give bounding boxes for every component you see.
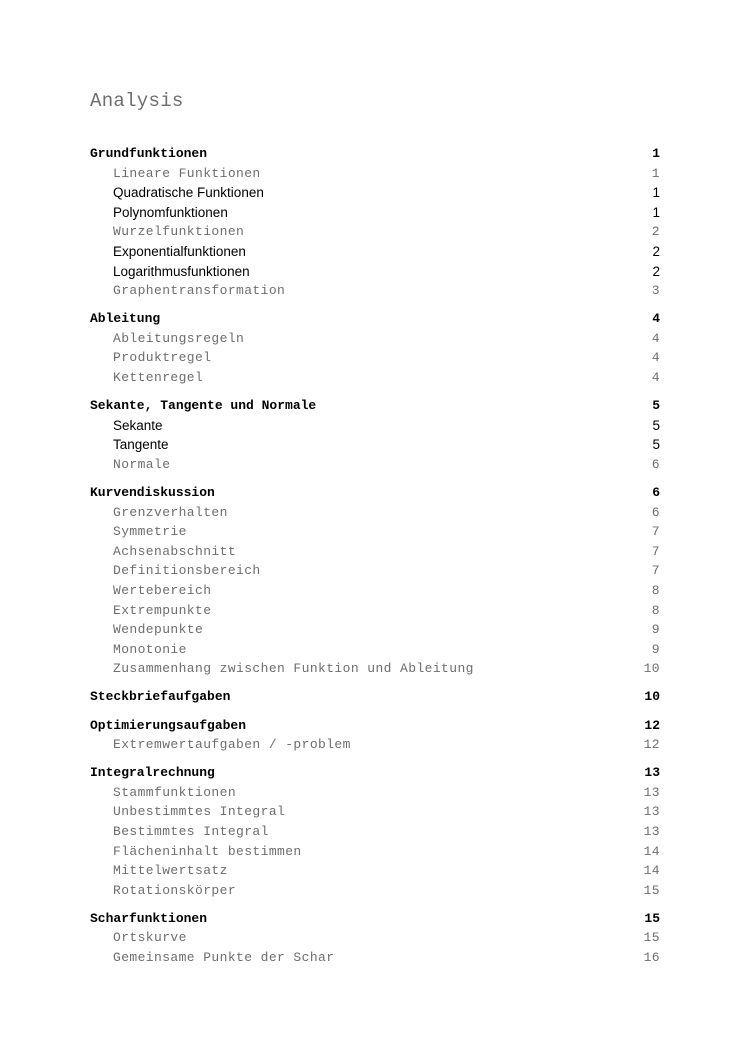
toc-subentry-label: Polynomfunktionen: [113, 204, 228, 220]
toc-subentry[interactable]: [90, 581, 660, 601]
toc-page-number: 13: [643, 824, 660, 839]
toc-page-number: 7: [651, 563, 660, 579]
toc-entry-label: Integralrechnung: [90, 765, 215, 781]
toc-subentry-label: Produktregel: [113, 350, 212, 366]
toc-page-number: 1: [652, 204, 660, 220]
toc-subentry[interactable]: [90, 659, 660, 679]
toc-subentry-label: Tangente: [113, 437, 169, 453]
toc-subentry-label: Stammfunktionen: [113, 784, 237, 800]
toc-subentry[interactable]: [90, 948, 660, 968]
toc-page-number: 5: [652, 437, 660, 453]
toc-page-number: 10: [644, 689, 660, 705]
toc-subentry[interactable]: [90, 435, 660, 455]
toc-subentry-label: Exponentialfunktionen: [113, 243, 246, 259]
toc-subentry-label: Wurzelfunktionen: [113, 224, 245, 240]
toc-subentry-label: Gemeinsame Punkte der Schar: [113, 950, 335, 966]
toc-subentry-label: Rotationskörper: [113, 882, 237, 898]
document-title: Analysis: [90, 90, 184, 112]
toc-page-number: 16: [643, 950, 660, 966]
toc-page-number: 8: [651, 602, 660, 618]
toc-subentry[interactable]: [90, 222, 660, 242]
toc-entry[interactable]: [90, 763, 660, 783]
toc-page-number: 14: [643, 843, 660, 859]
toc-entry[interactable]: [90, 309, 660, 329]
toc-entry[interactable]: [90, 144, 660, 164]
toc-entry-label: Optimierungsaufgaben: [90, 717, 247, 733]
toc-entry[interactable]: [90, 687, 660, 707]
toc-page-number: 15: [643, 882, 660, 898]
toc-subentry-label: Zusammenhang zwischen Funktion und Ableitung: [113, 661, 474, 677]
toc-subentry[interactable]: [90, 842, 660, 862]
toc-subentry-label: Bestimmtes Integral: [113, 824, 269, 839]
toc-entry-label: Kurvendiskussion: [90, 485, 215, 500]
toc-subentry-label: Mittelwertsatz: [113, 863, 228, 879]
toc-page-number: 1: [651, 165, 660, 181]
toc-page-number: 10: [643, 661, 660, 677]
toc-page-number: 9: [651, 622, 660, 638]
toc-subentry[interactable]: [90, 620, 660, 640]
toc-entry[interactable]: [90, 716, 660, 736]
toc-page-number: 4: [652, 311, 660, 327]
toc-subentry-label: Unbestimmtes Integral: [113, 804, 286, 820]
toc-subentry-label: Sekante: [113, 417, 163, 433]
toc-subentry[interactable]: [90, 281, 660, 301]
toc-subentry-label: Quadratische Funktionen: [113, 185, 264, 201]
toc-section-integralrechnung: [90, 763, 660, 900]
toc-subentry-label: Kettenregel: [113, 370, 204, 386]
toc-subentry-label: Monotonie: [113, 641, 187, 657]
toc-subentry-label: Graphentransformation: [113, 283, 286, 299]
toc-page-number: 5: [652, 398, 660, 414]
toc-page-number: 6: [652, 485, 660, 500]
toc-entry-label: Scharfunktionen: [90, 910, 208, 926]
toc-entry-label: Ableitung: [90, 311, 161, 327]
toc-subentry[interactable]: [90, 242, 660, 262]
toc-subentry[interactable]: [90, 601, 660, 621]
toc-subentry[interactable]: [90, 455, 660, 475]
toc-page-number: 8: [651, 582, 660, 598]
toc-subentry[interactable]: [90, 802, 660, 822]
toc-page-number: 4: [651, 330, 660, 346]
toc-entry[interactable]: [90, 483, 660, 503]
toc-page-number: 2: [651, 224, 660, 240]
toc-subentry-label: Extremwertaufgaben / -problem: [113, 737, 351, 753]
toc-subentry[interactable]: [90, 861, 660, 881]
toc-subentry-label: Flächeninhalt bestimmen: [113, 843, 302, 859]
toc-subentry-label: Logarithmusfunktionen: [113, 263, 250, 279]
toc-subentry-label: Ortskurve: [113, 930, 187, 946]
toc-subentry-label: Wendepunkte: [113, 622, 204, 638]
toc-subentry[interactable]: [90, 262, 660, 282]
toc-subentry[interactable]: [90, 416, 660, 436]
toc-subentry[interactable]: [90, 329, 660, 349]
toc-section-grundfunktionen: [90, 144, 660, 301]
toc-page-number: 15: [643, 930, 660, 946]
toc-subentry[interactable]: [90, 203, 660, 223]
toc-page-number: 6: [651, 504, 660, 520]
toc-subentry-label: Grenzverhalten: [113, 504, 228, 520]
toc-subentry[interactable]: [90, 503, 660, 523]
toc-subentry[interactable]: [90, 183, 660, 203]
toc-subentry-label: Ableitungsregeln: [113, 330, 245, 346]
toc-subentry-label: Symmetrie: [113, 524, 187, 540]
toc-subentry[interactable]: [90, 881, 660, 901]
toc-page-number: 5: [652, 417, 660, 433]
toc-page-number: 13: [644, 765, 660, 781]
toc-page-number: 7: [651, 524, 660, 540]
toc-page-number: 13: [643, 804, 660, 820]
toc-page-number: 2: [652, 243, 660, 259]
toc-page-number: 15: [644, 910, 660, 926]
table-of-contents: [90, 144, 660, 976]
toc-subentry[interactable]: [90, 368, 660, 388]
toc-page-number: 4: [651, 370, 660, 386]
toc-subentry[interactable]: [90, 822, 660, 842]
toc-page-number: 1: [652, 146, 660, 161]
toc-subentry[interactable]: [90, 542, 660, 562]
toc-entry-label: Sekante, Tangente und Normale: [90, 398, 317, 414]
toc-subentry[interactable]: [90, 348, 660, 368]
toc-page-number: 12: [643, 737, 660, 753]
toc-page-number: 3: [651, 283, 660, 299]
toc-section-steckbriefaufgaben: [90, 687, 660, 707]
toc-subentry[interactable]: [90, 735, 660, 755]
toc-subentry[interactable]: [90, 561, 660, 581]
toc-page-number: 6: [651, 456, 660, 472]
toc-entry[interactable]: [90, 396, 660, 416]
toc-entry-label: Steckbriefaufgaben: [90, 689, 231, 705]
toc-subentry[interactable]: [90, 164, 660, 184]
toc-page-number: 9: [651, 641, 660, 657]
toc-section-scharfunktionen: [90, 909, 660, 968]
toc-subentry-label: Lineare Funktionen: [113, 165, 261, 181]
toc-entry-label: Grundfunktionen: [90, 146, 208, 161]
toc-subentry[interactable]: [90, 640, 660, 660]
toc-section-ableitung: [90, 309, 660, 387]
toc-subentry-label: Wertebereich: [113, 582, 212, 598]
toc-page-number: 4: [651, 350, 660, 366]
toc-section-sekante-tangente-und-normale: [90, 396, 660, 474]
toc-entry[interactable]: [90, 909, 660, 929]
toc-page-number: 1: [652, 185, 660, 201]
toc-section-optimierungsaufgaben: [90, 716, 660, 755]
toc-section-kurvendiskussion: [90, 483, 660, 679]
toc-page-number: 12: [644, 717, 660, 733]
toc-subentry-label: Achsenabschnitt: [113, 543, 237, 559]
toc-page-number: 7: [651, 543, 660, 559]
toc-page-number: 14: [643, 863, 660, 879]
toc-subentry-label: Extrempunkte: [113, 602, 212, 618]
toc-page-number: 2: [652, 263, 660, 279]
toc-subentry-label: Definitionsbereich: [113, 563, 261, 579]
toc-subentry[interactable]: [90, 522, 660, 542]
toc-subentry-label: Normale: [113, 456, 171, 472]
toc-subentry[interactable]: [90, 783, 660, 803]
toc-subentry[interactable]: [90, 928, 660, 948]
toc-page-number: 13: [643, 784, 660, 800]
